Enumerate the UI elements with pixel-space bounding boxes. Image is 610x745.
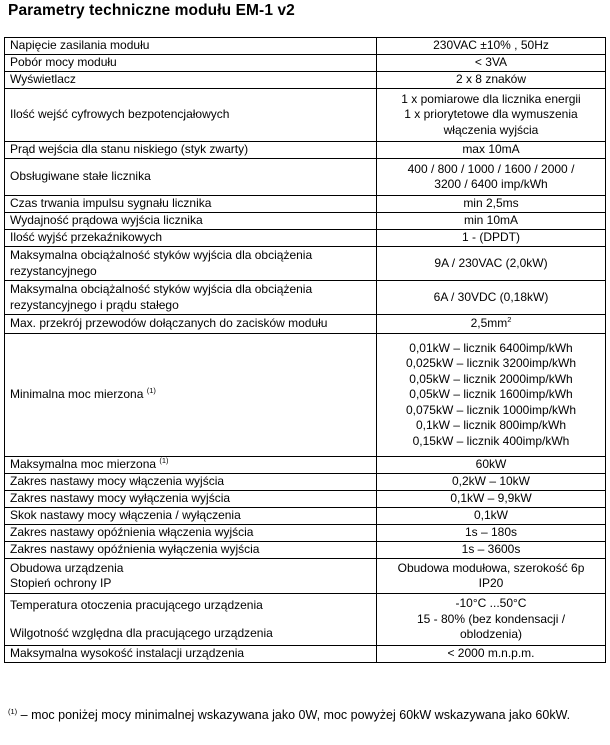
parameter-value-text: 9A / 230VAC (2,0kW): [434, 255, 548, 270]
parameter-value-text: włączenia wyjścia: [443, 122, 539, 137]
parameter-value-text: 0,1kW: [473, 508, 508, 523]
parameter-value-text: 0,025kW – licznik 3200imp/kWh: [405, 356, 577, 371]
parameter-value-line: [380, 38, 602, 54]
parameter-name: [5, 508, 377, 525]
parameter-value-line: [380, 316, 602, 332]
parameter-value-line: [380, 356, 602, 372]
parameter-name: [5, 142, 377, 159]
parameter-name: [5, 491, 377, 508]
parameter-value: [377, 38, 606, 55]
parameter-value-text: min 2,5ms: [463, 196, 519, 211]
parameter-value-text: 0,05kW – licznik 1600imp/kWh: [409, 387, 573, 402]
table-row: [5, 491, 606, 508]
parameter-name: [5, 334, 377, 457]
parameter-value-text: max 10mA: [462, 142, 520, 157]
parameter-name-text: Minimalna moc mierzona: [10, 387, 144, 402]
parameter-name-line: Stopień ochrony IP: [10, 576, 112, 590]
table-row: [5, 72, 606, 89]
parameter-value-text: oblodzenia): [459, 627, 523, 642]
parameter-name-text: Napięcie zasilania modułu: [10, 38, 150, 53]
unit-superscript: 2: [507, 315, 512, 325]
parameter-value: [377, 72, 606, 89]
parameter-value-text: < 3VA: [474, 55, 508, 70]
parameter-value-line: [380, 162, 602, 178]
parameter-name-text: Maksymalna wysokość instalacji urządzenia: [10, 646, 245, 661]
table-row: [5, 142, 606, 159]
parameter-value-text: 0,1kW – licznik 800imp/kWh: [415, 418, 567, 433]
parameter-name: [5, 89, 377, 142]
parameter-value: [377, 508, 606, 525]
parameter-value: [377, 542, 606, 559]
parameter-value-line: [380, 256, 602, 272]
parameter-value-line: [380, 177, 602, 193]
parameter-value-line: [380, 576, 602, 592]
parameter-value: [377, 55, 606, 72]
parameter-value-text: 6A / 30VDC (0,18kW): [433, 289, 549, 304]
parameter-value-text: 2 x 8 znaków: [455, 72, 527, 87]
parameter-value: [377, 491, 606, 508]
parameter-value-line: [380, 196, 602, 212]
footnote-marker: (1): [8, 706, 18, 716]
parameter-value-line: [380, 474, 602, 490]
parameter-value-line: [380, 123, 602, 139]
parameter-value-text: < 2000 m.n.p.m.: [447, 646, 535, 661]
table-row: [5, 89, 606, 142]
footnote-ref: (1): [146, 386, 156, 396]
parameter-name: [5, 474, 377, 491]
parameter-value-text: IP20: [478, 576, 504, 590]
parameter-value-line: [380, 213, 602, 229]
parameter-value: [377, 315, 606, 334]
parameter-value: [377, 334, 606, 457]
parameter-value: [377, 213, 606, 230]
parameter-name: [5, 525, 377, 542]
parameter-value: [377, 594, 606, 646]
parameter-value-line: [380, 596, 602, 612]
parameter-value: [377, 559, 606, 594]
footnote: [8, 706, 604, 725]
parameter-value-line: [380, 387, 602, 403]
parameter-name: [5, 247, 377, 281]
parameter-name-text: Zakres nastawy mocy włączenia wyjścia: [10, 474, 225, 489]
parameter-value-text: 15 - 80% (bez kondensacji /: [416, 611, 566, 626]
parameter-value-text: 2,5mm: [470, 316, 508, 331]
table-row: [5, 508, 606, 525]
parameter-value-line: [380, 542, 602, 558]
parameter-name: [5, 55, 377, 72]
parameter-value-line: [380, 418, 602, 434]
parameter-value-line: [380, 92, 602, 108]
parameter-value-line: [380, 525, 602, 541]
parameter-value-text: min 10mA: [463, 213, 519, 228]
parameter-name-text: Zakres nastawy opóźnienia włączenia wyjścia: [10, 525, 254, 540]
parameter-name-text: Max. przekrój przewodów dołączanych do zacisków modułu: [10, 316, 328, 331]
parameter-value-line: [380, 55, 602, 71]
parameter-value-line: [380, 230, 602, 246]
parameter-value-line: [380, 612, 602, 628]
parameter-value: [377, 281, 606, 315]
parameter-name-text: Zakres nastawy opóźnienia wyłączenia wyjścia: [10, 542, 260, 557]
parameter-name-text: Zakres nastawy mocy wyłączenia wyjścia: [10, 491, 231, 506]
table-row: [5, 559, 606, 594]
parameter-name: [5, 542, 377, 559]
parameter-name-text: Czas trwania impulsu sygnału licznika: [10, 196, 212, 211]
parameter-value-text: 1s – 3600s: [461, 542, 521, 557]
parameter-value-text: 1s – 180s: [464, 525, 518, 540]
parameter-name-text: Ilość wejść cyfrowych bezpotencjałowych: [10, 107, 230, 122]
parameter-value-text: 0,15kW – licznik 400imp/kWh: [412, 433, 570, 448]
parameter-value: [377, 230, 606, 247]
parameter-value: [377, 142, 606, 159]
table-row: [5, 542, 606, 559]
parameter-value-line: [380, 561, 602, 577]
parameter-value-text: 1 x priorytetowe dla wymuszenia: [404, 107, 578, 122]
table-row: [5, 38, 606, 55]
table-row: [5, 594, 606, 646]
parameter-value: [377, 196, 606, 213]
footnote-text: – moc poniżej mocy minimalnej wskazywana jako 0W, moc powyżej 60kW wskazywana jako 60kW.: [17, 708, 571, 722]
parameter-value: [377, 247, 606, 281]
parameter-value: [377, 646, 606, 663]
parameter-name-text: Wydajność prądowa wyjścia licznika: [10, 213, 203, 228]
parameter-name: [5, 230, 377, 247]
table-row: [5, 230, 606, 247]
parameter-value-line: [380, 491, 602, 507]
parameter-value: [377, 159, 606, 196]
parameter-name: [5, 457, 377, 474]
parameter-value-text: 0,05kW – licznik 2000imp/kWh: [409, 371, 573, 386]
table-row: [5, 315, 606, 334]
parameter-value-text: 400 / 800 / 1000 / 1600 / 2000 /: [407, 161, 575, 176]
parameter-value-line: [380, 142, 602, 158]
parameter-value-text: 1 x pomiarowe dla licznika energii: [401, 91, 581, 106]
table-row: [5, 525, 606, 542]
table-row: [5, 457, 606, 474]
table-row: [5, 334, 606, 457]
parameter-value-text: 0,01kW – licznik 6400imp/kWh: [409, 340, 573, 355]
parameter-value-text: 0,2kW – 10kW: [451, 474, 531, 489]
parameter-value-line: [380, 434, 602, 450]
footnote-ref: (1): [159, 456, 169, 466]
parameter-value-line: [380, 290, 602, 306]
parameter-value-text: 60kW: [475, 457, 507, 472]
parameter-name: [5, 559, 377, 594]
parameter-value-line: [380, 372, 602, 388]
parameter-name-text: Skok nastawy mocy włączenia / wyłączenia: [10, 508, 241, 523]
parameter-name-text: Prąd wejścia dla stanu niskiego (styk zwarty): [10, 142, 249, 157]
parameter-value-text: 1 - (DPDT): [462, 230, 520, 245]
parameter-name-line: Wilgotność względna dla pracującego urządzenia: [10, 625, 273, 640]
parameter-value-line: [380, 72, 602, 88]
parameter-name-line: Temperatura otoczenia pracującego urządzenia: [10, 598, 263, 612]
table-row: [5, 247, 606, 281]
parameter-value-line: [380, 341, 602, 357]
parameter-value-text: -10°C ...50°C: [455, 596, 527, 611]
spec-table: [4, 37, 606, 663]
parameter-name: [5, 281, 377, 315]
parameter-value: [377, 525, 606, 542]
parameter-name: [5, 159, 377, 196]
parameter-value-line: [380, 646, 602, 662]
parameter-value-line: [380, 457, 602, 473]
parameter-name-text: Maksymalna moc mierzona: [10, 457, 157, 472]
parameter-name-text: Maksymalna obciążalność styków wyjścia dla obciążenia rezystancyjnego: [10, 248, 313, 278]
parameter-value-line: [380, 508, 602, 524]
parameter-value-line: [380, 403, 602, 419]
parameter-name: [5, 213, 377, 230]
parameter-name: [5, 38, 377, 55]
parameter-name-text: Wyświetlacz: [10, 72, 76, 87]
table-row: [5, 159, 606, 196]
parameter-value-text: 0,075kW – licznik 1000imp/kWh: [405, 402, 577, 417]
table-row: [5, 281, 606, 315]
parameter-name: [5, 196, 377, 213]
parameter-name: [5, 646, 377, 663]
page-title: Parametry techniczne modułu EM-1 v2: [8, 2, 295, 19]
parameter-value-text: 3200 / 6400 imp/kWh: [434, 177, 548, 191]
parameter-value: [377, 89, 606, 142]
table-row: [5, 213, 606, 230]
parameter-name: [5, 72, 377, 89]
parameter-name-line: Obudowa urządzenia: [10, 560, 124, 575]
table-row: [5, 55, 606, 72]
parameter-value: [377, 474, 606, 491]
parameter-name-text: Maksymalna obciążalność styków wyjścia dla obciążenia rezystancyjnego i prądu stałego: [10, 282, 313, 312]
parameter-value-line: [380, 627, 602, 643]
parameter-name-text: Pobór mocy modułu: [10, 55, 117, 70]
parameter-value-text: Obudowa modułowa, szerokość 6p: [397, 560, 585, 575]
table-row: [5, 474, 606, 491]
table-row: [5, 196, 606, 213]
parameter-value-text: 230VAC ±10% , 50Hz: [433, 38, 549, 53]
parameter-name-text: Obsługiwane stałe licznika: [10, 169, 151, 184]
parameter-value: [377, 457, 606, 474]
parameter-name: [5, 315, 377, 334]
parameter-value-line: [380, 107, 602, 123]
table-row: [5, 646, 606, 663]
parameter-name: [5, 594, 377, 646]
parameter-name-text: Ilość wyjść przekaźnikowych: [10, 230, 163, 245]
parameter-value-text: 0,1kW – 9,9kW: [450, 491, 532, 506]
